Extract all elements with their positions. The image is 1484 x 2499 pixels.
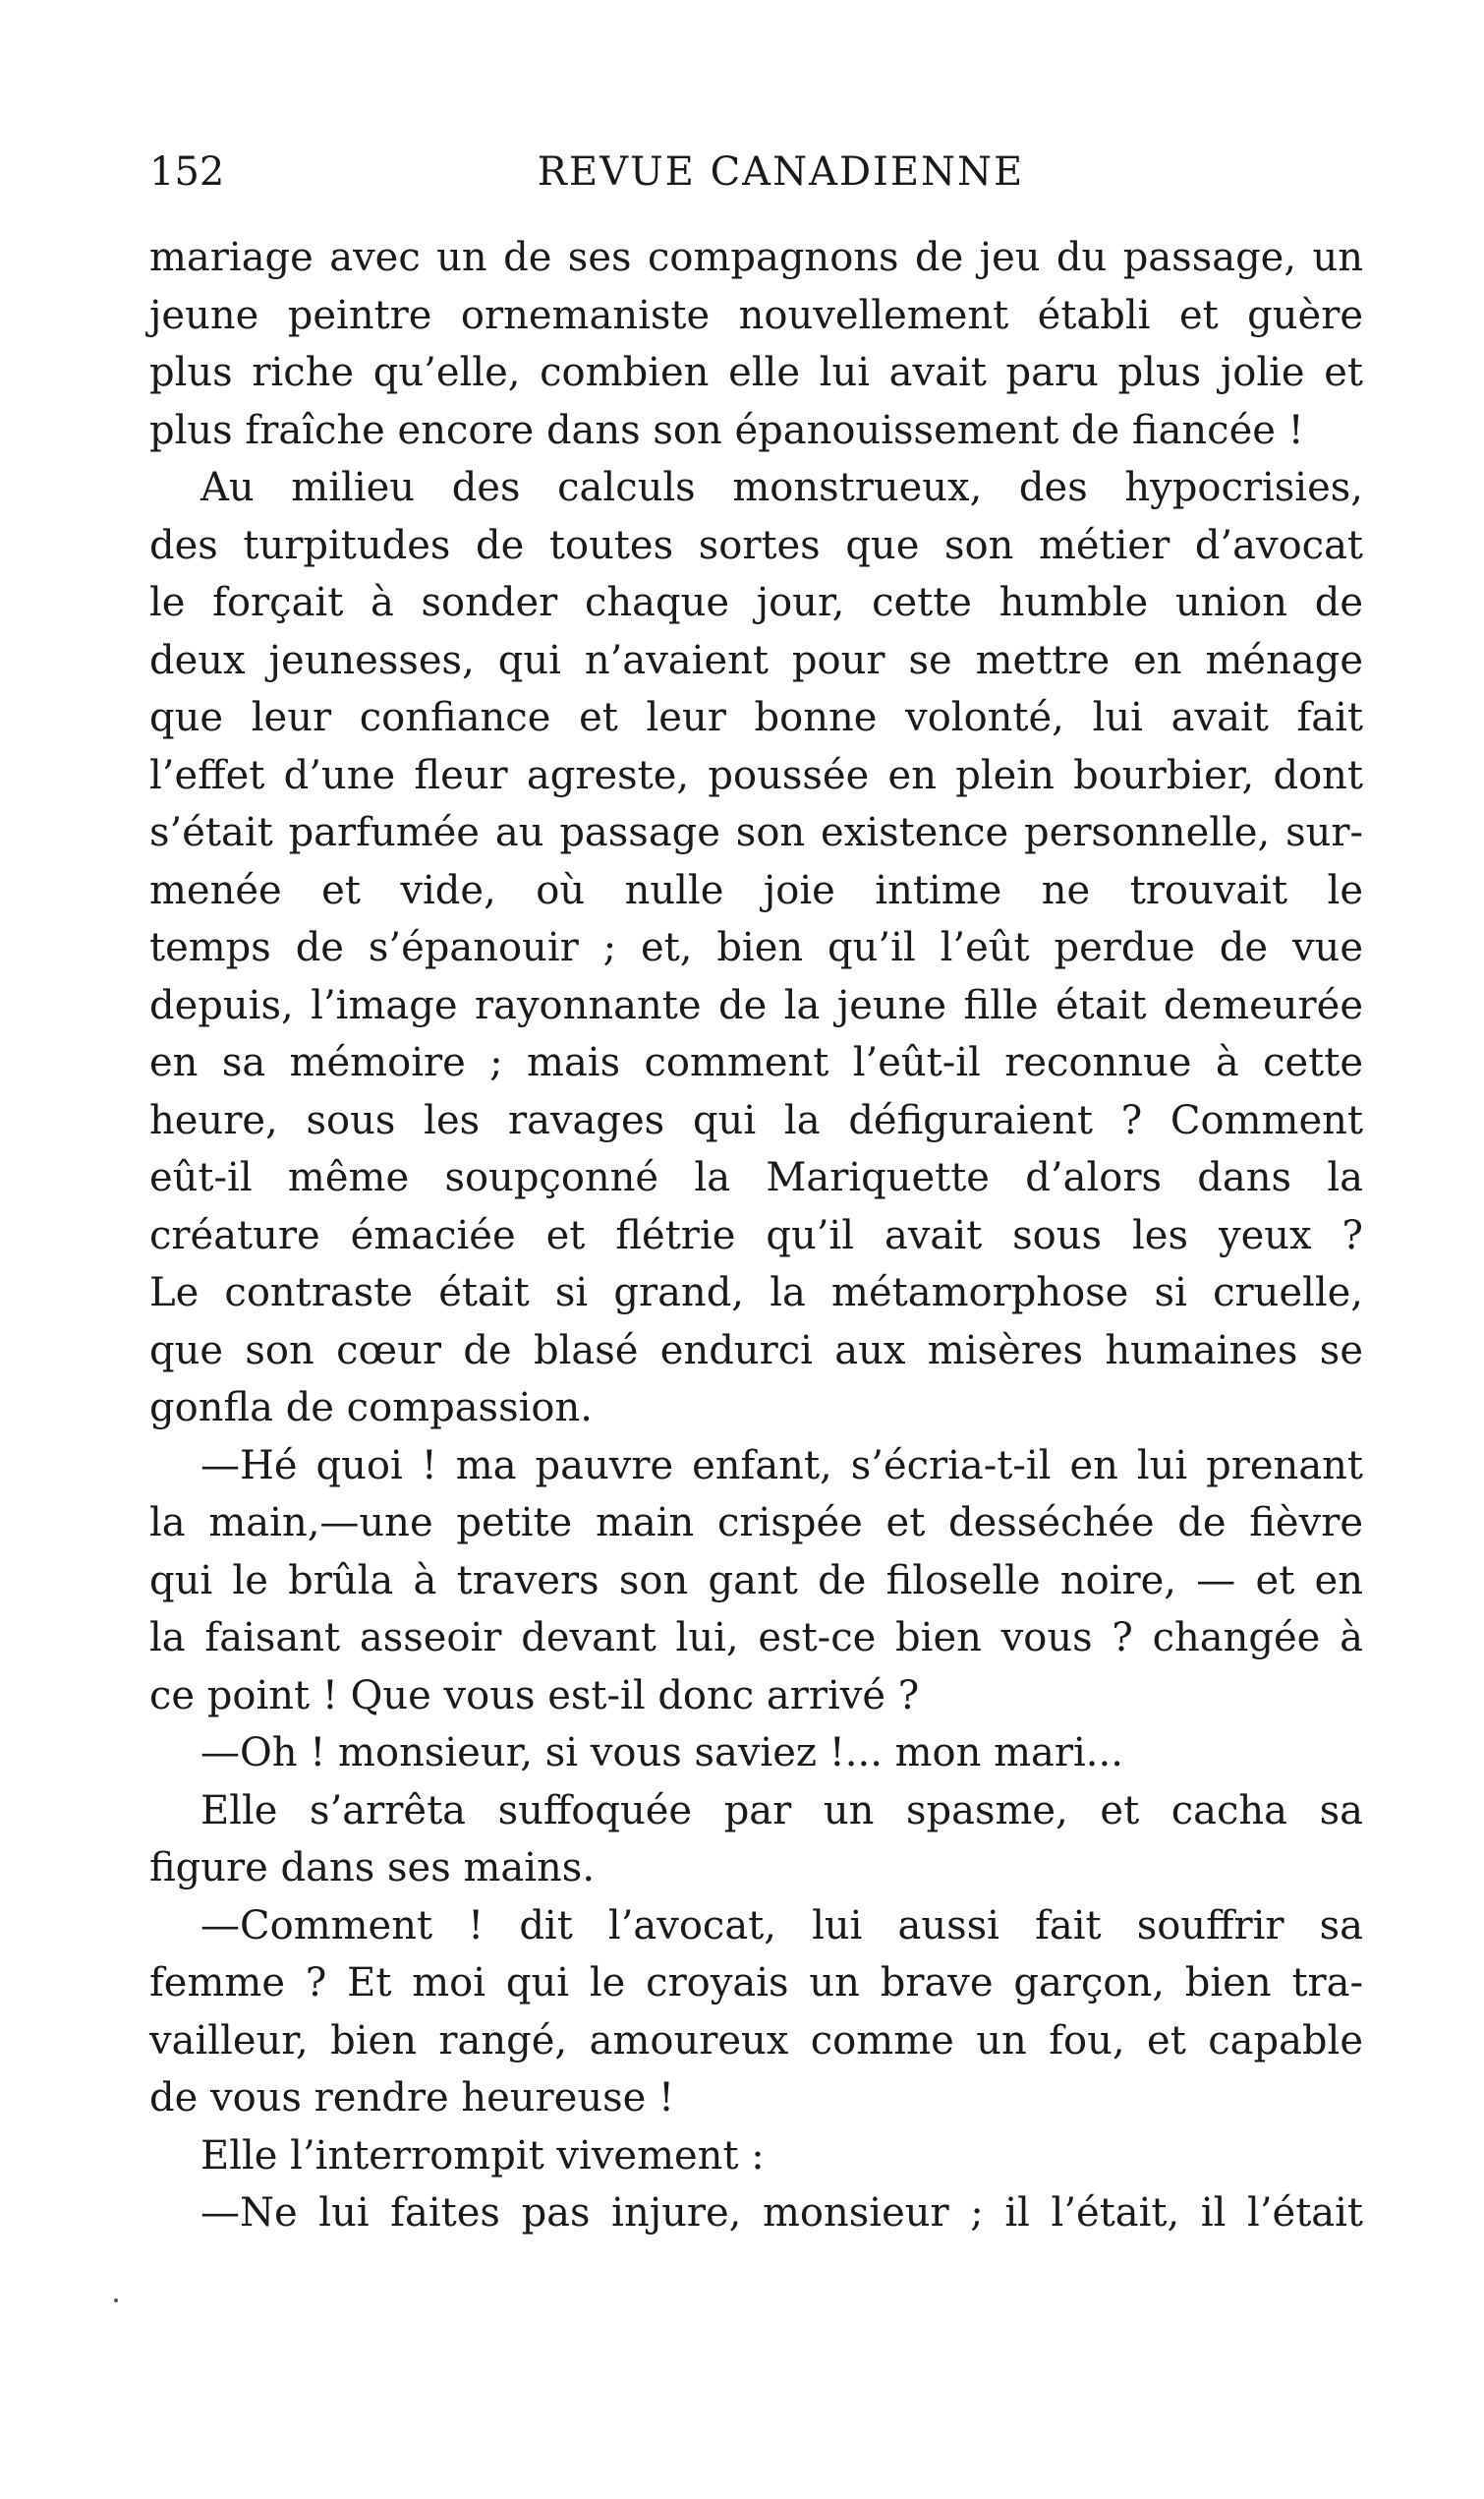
text-line: figure dans ses mains. xyxy=(149,1845,596,1890)
text-line: —Comment ! dit l’avocat, lui aussi fait souffrir sa xyxy=(200,1902,1363,1948)
text-line: l’effet d’une fleur agreste, poussée en plein bourbier, dont xyxy=(149,752,1363,798)
text-line: Le contraste était si grand, la métamorphose si cruelle, xyxy=(149,1270,1363,1315)
text-line: de vous rendre heureuse ! xyxy=(149,2075,675,2121)
text-line: vailleur, bien rangé, amoureux comme un fou, et capable xyxy=(149,2017,1363,2063)
text-line: jeune peintre ornemaniste nouvellement établi et guère xyxy=(149,292,1363,338)
text-line: depuis, l’image rayonnante de la jeune fille était demeurée xyxy=(149,982,1363,1028)
text-line: temps de s’épanouir ; et, bien qu’il l’eût perdue de vue xyxy=(149,925,1363,970)
text-line: eût-il même soupçonné la Mariquette d’alors dans la xyxy=(149,1155,1363,1200)
text-line: menée et vide, où nulle joie intime ne trouvait le xyxy=(149,867,1363,913)
text-line: la main,—une petite main crispée et desséchée de fièvre xyxy=(149,1500,1363,1545)
text-line: mariage avec un de ses compagnons de jeu du passage, un xyxy=(149,235,1363,280)
text-line: en sa mémoire ; mais comment l’eût-il reconnue à cette xyxy=(149,1040,1363,1085)
text-line: s’était parfumée au passage son existence personnelle, sur- xyxy=(149,810,1363,855)
page-number: 152 xyxy=(149,149,225,195)
running-title: REVUE CANADIENNE xyxy=(537,149,1025,195)
text-line: des turpitudes de toutes sortes que son métier d’avocat xyxy=(149,522,1363,568)
text-line: Au milieu des calculs monstrueux, des hypocrisies, xyxy=(200,465,1363,510)
text-line: Elle l’interrompit vivement : xyxy=(200,2132,765,2179)
text-line: heure, sous les ravages qui la défiguraient ? Comment xyxy=(149,1097,1363,1143)
text-line: le forçait à sonder chaque jour, cette humble union de xyxy=(149,580,1363,625)
text-line: qui le brûla à travers son gant de filoselle noire, — et en xyxy=(149,1557,1363,1603)
body-text xyxy=(149,229,1363,2242)
text-line: gonfla de compassion. xyxy=(149,1385,593,1430)
text-line: deux jeunesses, qui n’avaient pour se mettre en ménage xyxy=(149,637,1363,683)
text-line: que son cœur de blasé endurci aux misères humaines se xyxy=(149,1327,1363,1373)
text-line: la faisant asseoir devant lui, est-ce bien vous ? changée à xyxy=(149,1615,1363,1660)
text-line: plus fraîche encore dans son épanouissement de fiancée ! xyxy=(149,407,1304,453)
text-line: —Oh ! monsieur, si vous saviez !... mon mari... xyxy=(200,1730,1123,1775)
text-line: —Ne lui faites pas injure, monsieur ; il l’était, il l’était xyxy=(200,2190,1363,2236)
text-line: ce point ! Que vous est-il donc arrivé ? xyxy=(149,1672,920,1718)
page-header xyxy=(149,143,1363,202)
text-line: que leur confiance et leur bonne volonté, lui avait fait xyxy=(149,695,1363,740)
text-line: femme ? Et moi qui le croyais un brave garçon, bien tra- xyxy=(149,1960,1363,2005)
text-line: Elle s’arrêta suffoquée par un spasme, et cacha sa xyxy=(200,1787,1363,1833)
text-line: plus riche qu’elle, combien elle lui avait paru plus jolie et xyxy=(149,350,1363,395)
ink-speck xyxy=(114,2298,118,2302)
text-line: —Hé quoi ! ma pauvre enfant, s’écria-t-il en lui prenant xyxy=(200,1442,1363,1488)
text-line: créature émaciée et flétrie qu’il avait sous les yeux ? xyxy=(149,1212,1363,1258)
